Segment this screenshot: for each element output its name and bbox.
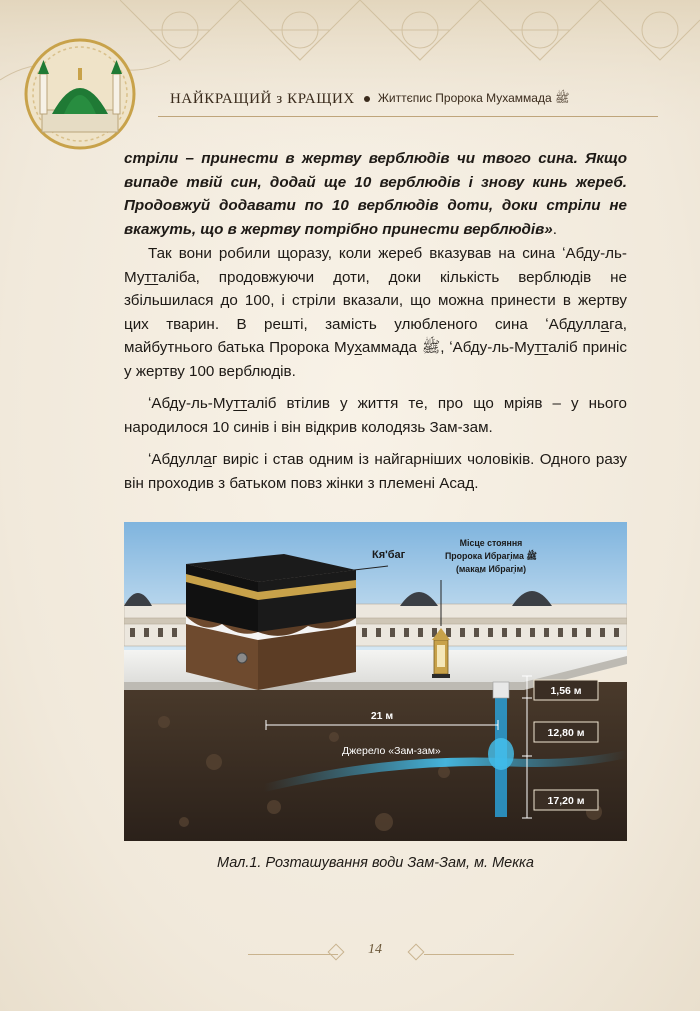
p1-underlined-b: тт xyxy=(144,268,159,286)
p3-text-a: ʻАбдулл xyxy=(148,451,204,468)
station-label-line-1: Місце стояння xyxy=(459,538,523,548)
paragraph-3 xyxy=(124,448,627,495)
depth-label-1: 1,56 м xyxy=(550,685,582,697)
p1-text-g: аммада ﷺ, ʻАбду-ль-Му xyxy=(361,339,535,356)
distance-label: 21 м xyxy=(370,710,394,722)
p1-text-i: аліб приніс у жертву 100 верблюдів. xyxy=(124,339,627,380)
running-header xyxy=(170,86,640,112)
book-subtitle: Життєпис Пророка Мухаммада ﷺ xyxy=(377,90,570,105)
kaaba xyxy=(186,554,356,690)
p1-text-a: Так вони робили щоразу, коли жереб вказував на сина ʻАбду-ль-Му xyxy=(124,245,627,286)
p2-text-c: аліб втілив у життя те, про що мріяв – у нього народилося 10 синів і він відкрив колодязь Зам-зам. xyxy=(124,395,627,436)
p1-underlined-h: тт xyxy=(534,339,549,356)
green-dome-emblem xyxy=(20,32,140,152)
zamzam-figure xyxy=(124,522,627,841)
p1-text-e: га, майбутнього батька Пророка Му xyxy=(124,315,627,356)
depth-label-2: 12,80 м xyxy=(547,727,585,739)
quote-paragraph xyxy=(124,147,627,241)
footer-divider-left xyxy=(248,954,338,955)
kaaba-label: Кя'баг xyxy=(372,549,406,561)
p2-underlined-b: тт xyxy=(233,395,248,412)
station-label-line-2: Пророка Ибраг̣іма ﷺ xyxy=(444,551,538,561)
p1-underlined-d: а xyxy=(600,315,610,333)
paragraph-2 xyxy=(124,392,627,439)
book-title: НАЙКРАЩИЙ з КРАЩИХ xyxy=(170,90,355,107)
page-number: 14 xyxy=(368,942,382,957)
page-number-ornament-right xyxy=(408,944,425,961)
footer-divider-right xyxy=(424,954,514,955)
source-label: Джерело «Зам-зам» xyxy=(342,745,441,757)
p1-underlined-f: х xyxy=(354,339,362,356)
paragraph-1 xyxy=(124,242,627,383)
station-label-line-3: (мака̲м Ибраг̣ім) xyxy=(455,564,527,574)
p1-text-c: аліба, продовжуючи доти, доки кількість верблюдів не збільшилася до 100, і стріли вказали, що можна принести в жертву цих тварин. В решті, замість улюбленого сина ʻАбдулл xyxy=(124,268,627,333)
header-divider xyxy=(158,116,658,117)
depth-label-3: 17,20 м xyxy=(547,795,585,807)
p3-text-c: г виріс і став одним із найгарніших чоловіків. Одного разу він проходив з батьком повз жінки з племені Асад. xyxy=(124,451,627,492)
quote-text: стріли – принести в жертву верблюдів чи твого сина. Якщо випаде твій син, додай ще 10 верблюдів і знову кинь жереб. Продовжуй додавати по 10 верблюдів доти, доки стріли не вкажуть, що в жертву потрібно принести верблюдів» xyxy=(124,150,627,238)
header-bullet xyxy=(364,96,370,102)
p2-text-a: ʻАбду-ль-Му xyxy=(148,395,234,412)
p3-underlined-b: а xyxy=(203,451,212,468)
figure-caption: Мал.1. Розташування води Зам-Зам, м. Мекка xyxy=(217,855,534,871)
quote-end: . xyxy=(552,220,557,238)
